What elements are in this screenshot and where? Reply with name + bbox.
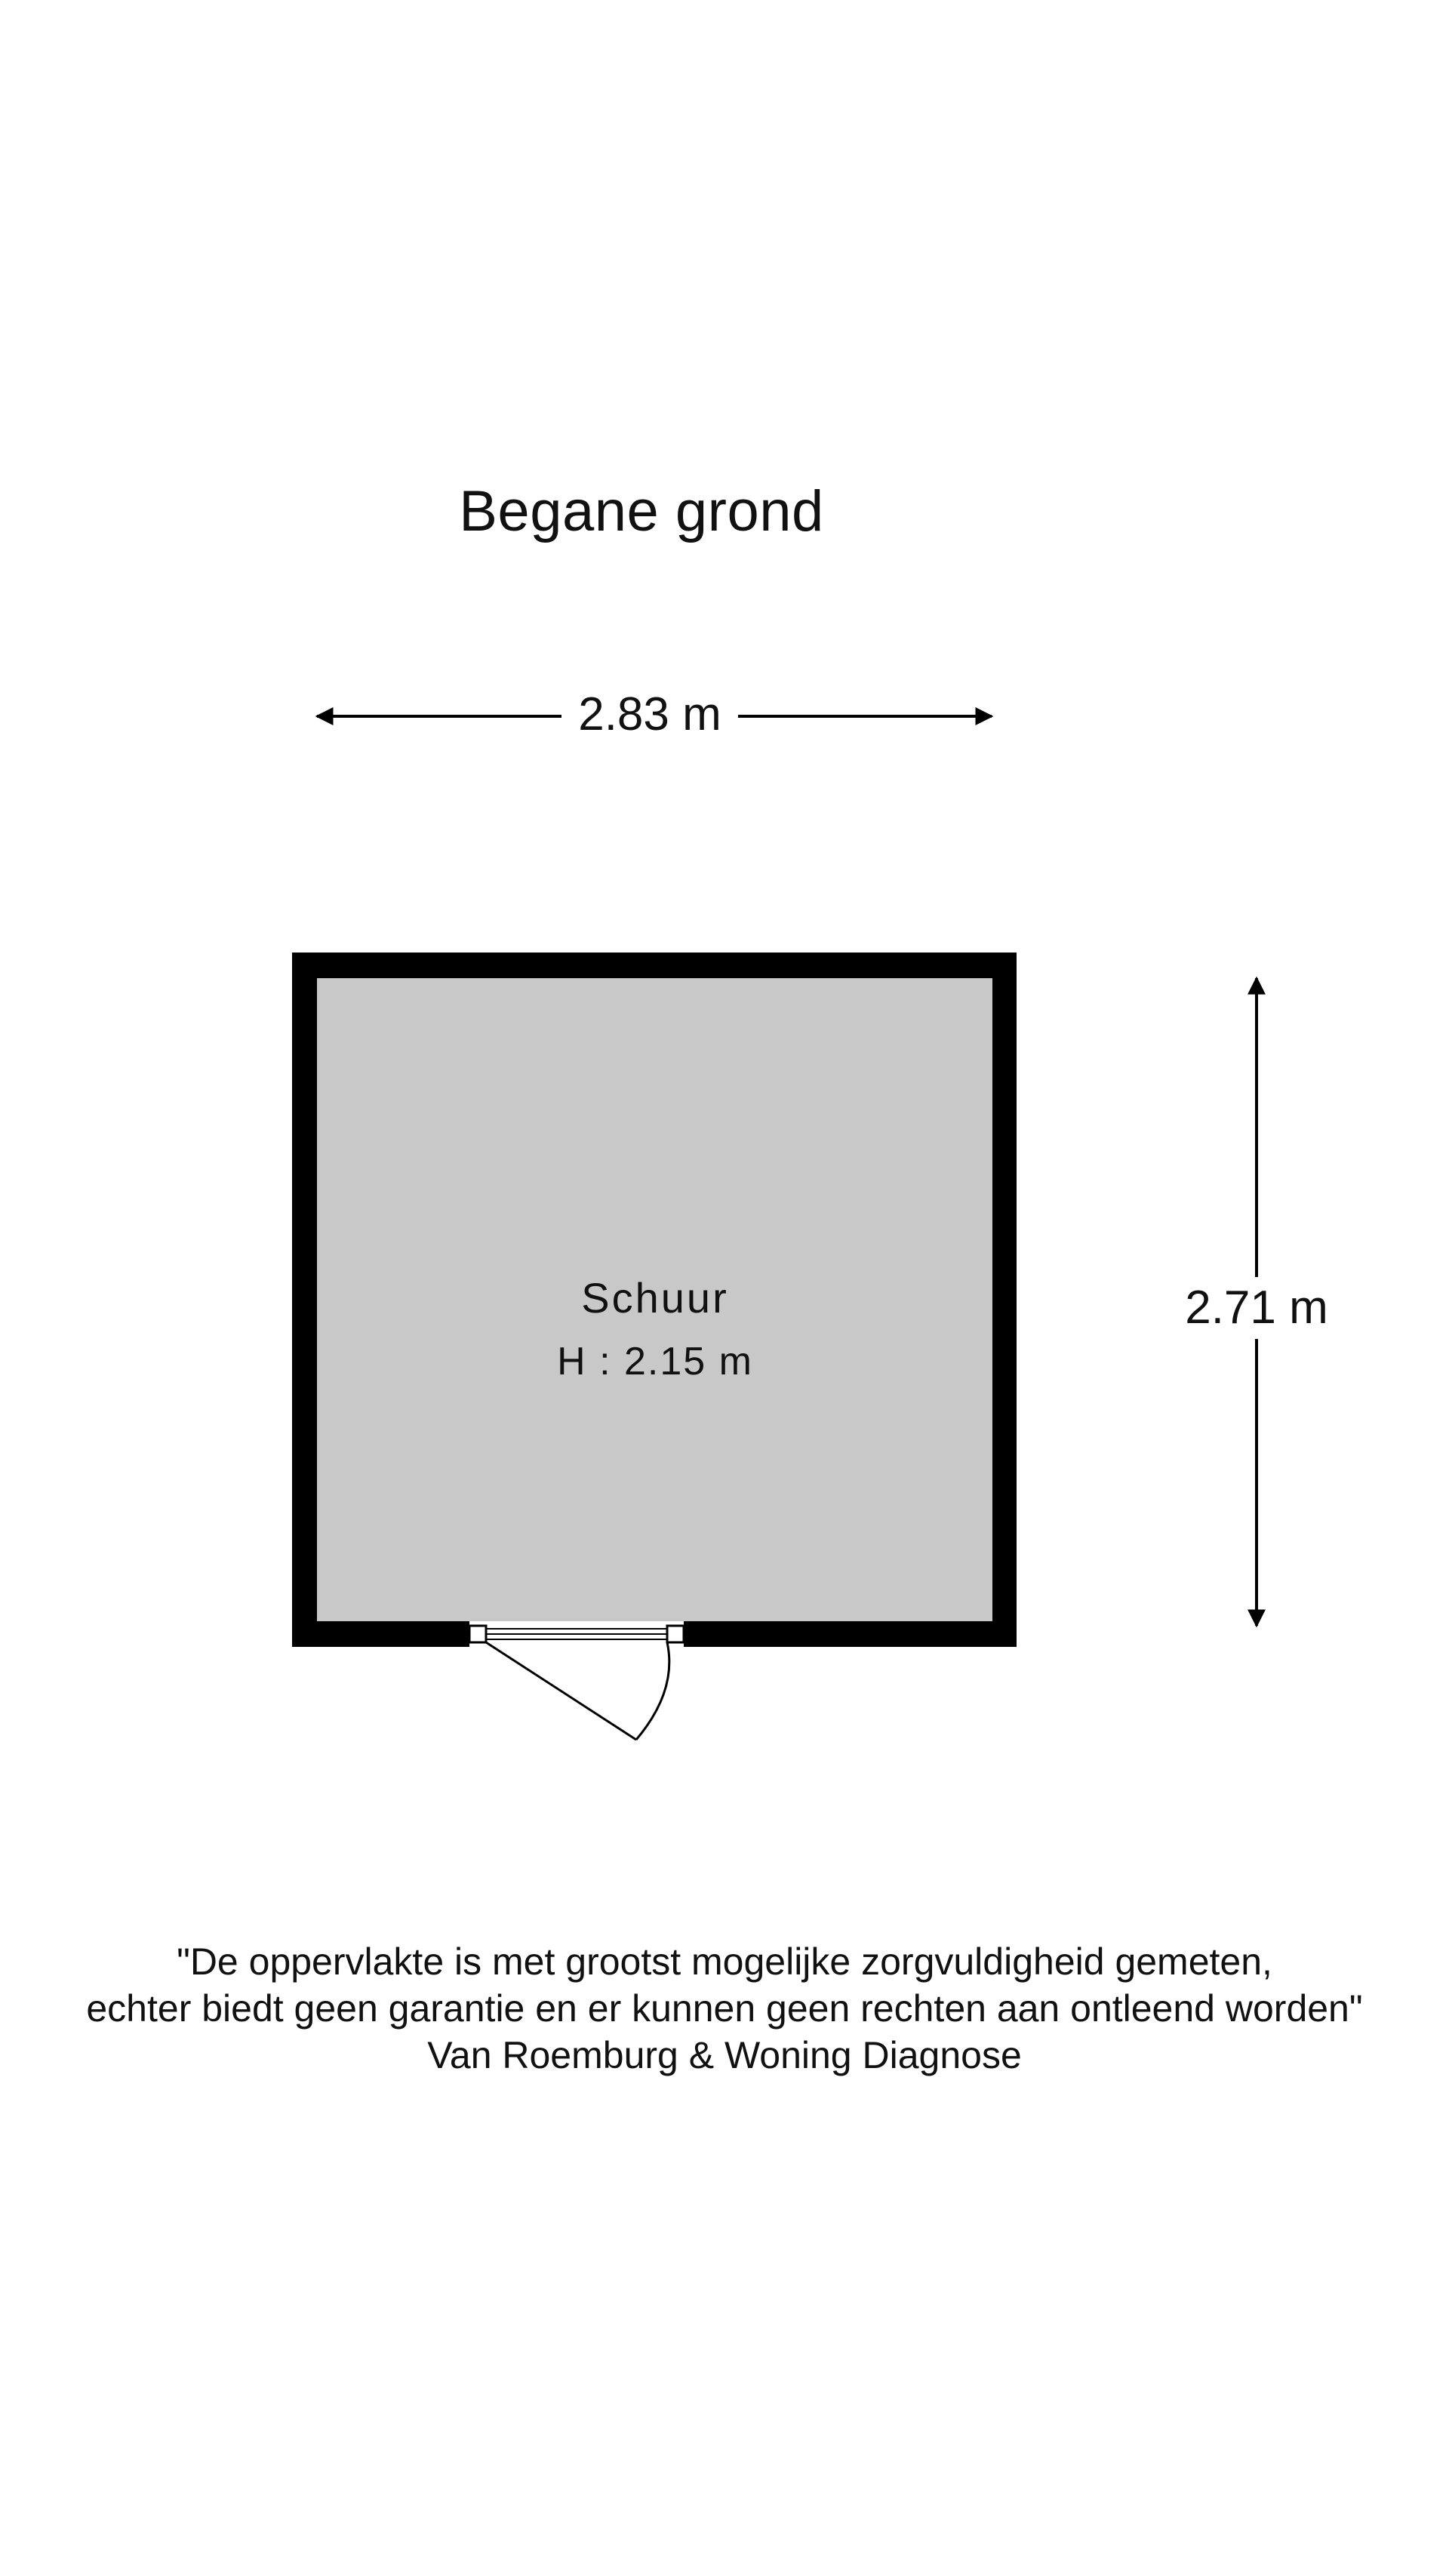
disclaimer-line: echter biedt geen garantie en er kunnen geen rechten aan ontleend worden" xyxy=(86,1987,1363,2030)
disclaimer-company: Van Roemburg & Woning Diagnose xyxy=(427,2034,1022,2076)
floor-title: Begane grond xyxy=(459,479,824,543)
door xyxy=(469,1621,684,1740)
room-height-label: H : 2.15 m xyxy=(557,1340,753,1383)
room-name: Schuur xyxy=(581,1274,729,1322)
disclaimer-line: "De oppervlakte is met grootst mogelijke zorgvuldigheid gemeten, xyxy=(177,1940,1272,1983)
disclaimer xyxy=(0,1938,1449,2079)
height-dimension-label: 2.71 m xyxy=(1162,1277,1351,1339)
width-dimension-label: 2.83 m xyxy=(561,691,738,738)
